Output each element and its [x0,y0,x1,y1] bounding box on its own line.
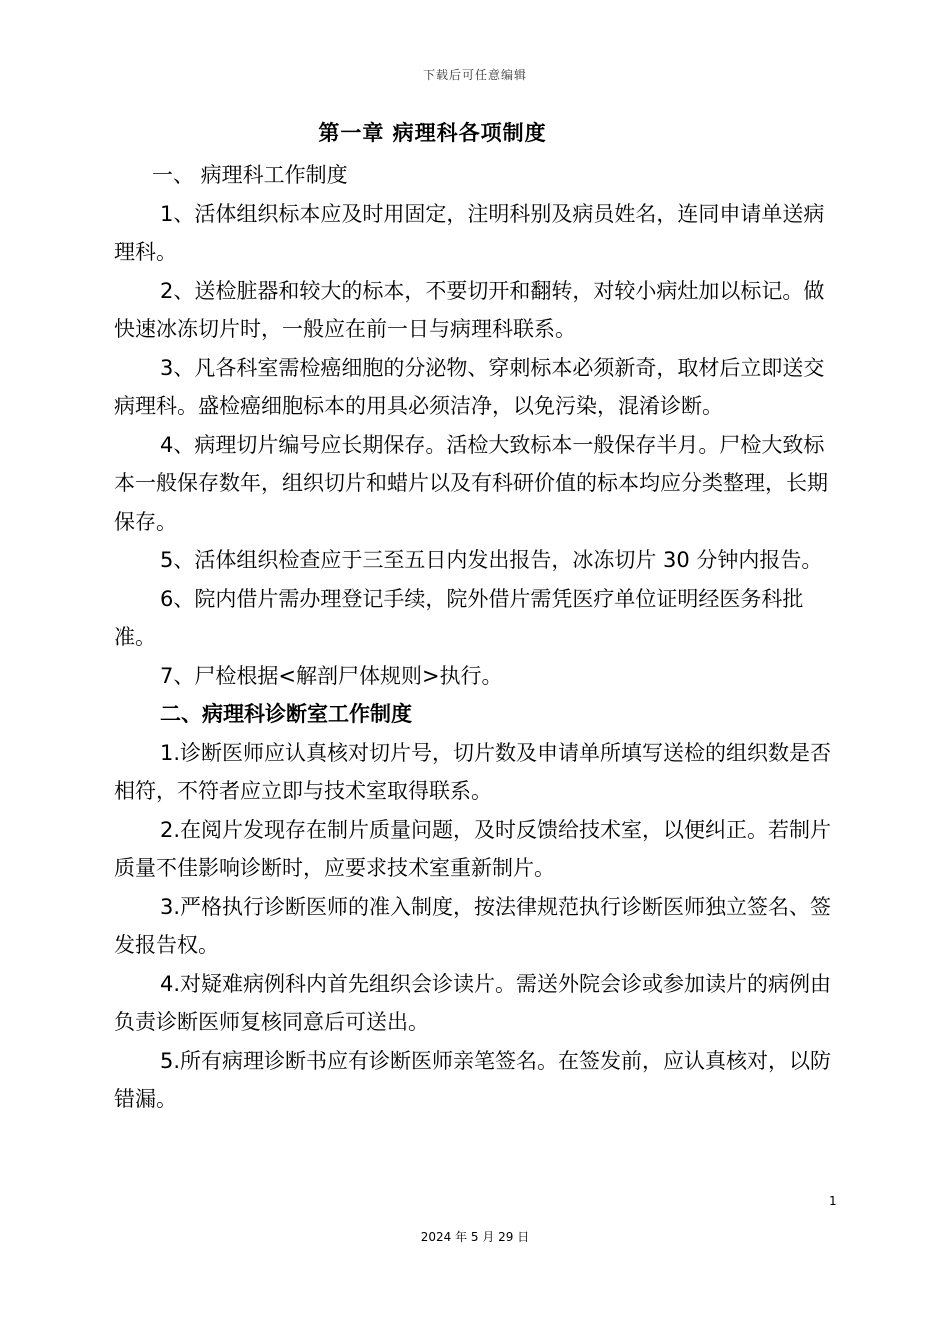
page-number: 1 [829,1194,837,1208]
footer-date: 2024 年 5 月 29 日 [420,1230,530,1244]
paragraph: 7、尸检根据<解剖尸体规则>执行。 [160,663,503,688]
document-body [114,156,842,1119]
paragraph: 5、活体组织检查应于三至五日内发出报告，冰冻切片 30 分钟内报告。 [160,548,823,572]
chapter-title: 第一章 病理科各项制度 [318,121,547,145]
paragraph: 2.在阅片发现存在制片质量问题，及时反馈给技术室，以便纠正。若制片质量不佳影响诊断时，应要求技术室重新制片。 [114,817,832,880]
paragraph: 3、凡各科室需检癌细胞的分泌物、穿刺标本必须新奇，取材后立即送交病理科。盛检癌细胞标本的用具必须洁净，以免污染，混淆诊断。 [114,355,825,418]
paragraph: 4、病理切片编号应长期保存。活检大致标本一般保存半月。尸检大致标本一般保存数年，组织切片和蜡片以及有科研价值的标本均应分类整理，长期保存。 [114,432,828,534]
header-note: 下载后可任意编辑 [422,68,527,82]
paragraph: 2、送检脏器和较大的标本，不要切开和翻转，对较小病灶加以标记。做快速冰冻切片时，一般应在前一日与病理科联系。 [114,278,825,341]
paragraph: 5.所有病理诊断书应有诊断医师亲笔签名。在签发前，应认真核对，以防错漏。 [114,1048,832,1111]
paragraph: 6、院内借片需办理登记手续，院外借片需凭医疗单位证明经医务科批准。 [114,586,804,649]
section-heading-2: 二、病理科诊断室工作制度 [160,702,412,726]
paragraph: 4.对疑难病例科内首先组织会诊读片。需送外院会诊或参加读片的病例由负责诊断医师复核同意后可送出。 [114,971,832,1034]
paragraph: 1.诊断医师应认真核对切片号，切片数及申请单所填写送检的组织数是否相符，不符者应立即与技术室取得联系。 [114,740,832,803]
section-heading-1: 一、 病理科工作制度 [152,163,348,187]
paragraph: 3.严格执行诊断医师的准入制度，按法律规范执行诊断医师独立签名、签发报告权。 [114,894,832,957]
paragraph: 1、活体组织标本应及时用固定，注明科别及病员姓名，连同申请单送病理科。 [114,201,825,264]
